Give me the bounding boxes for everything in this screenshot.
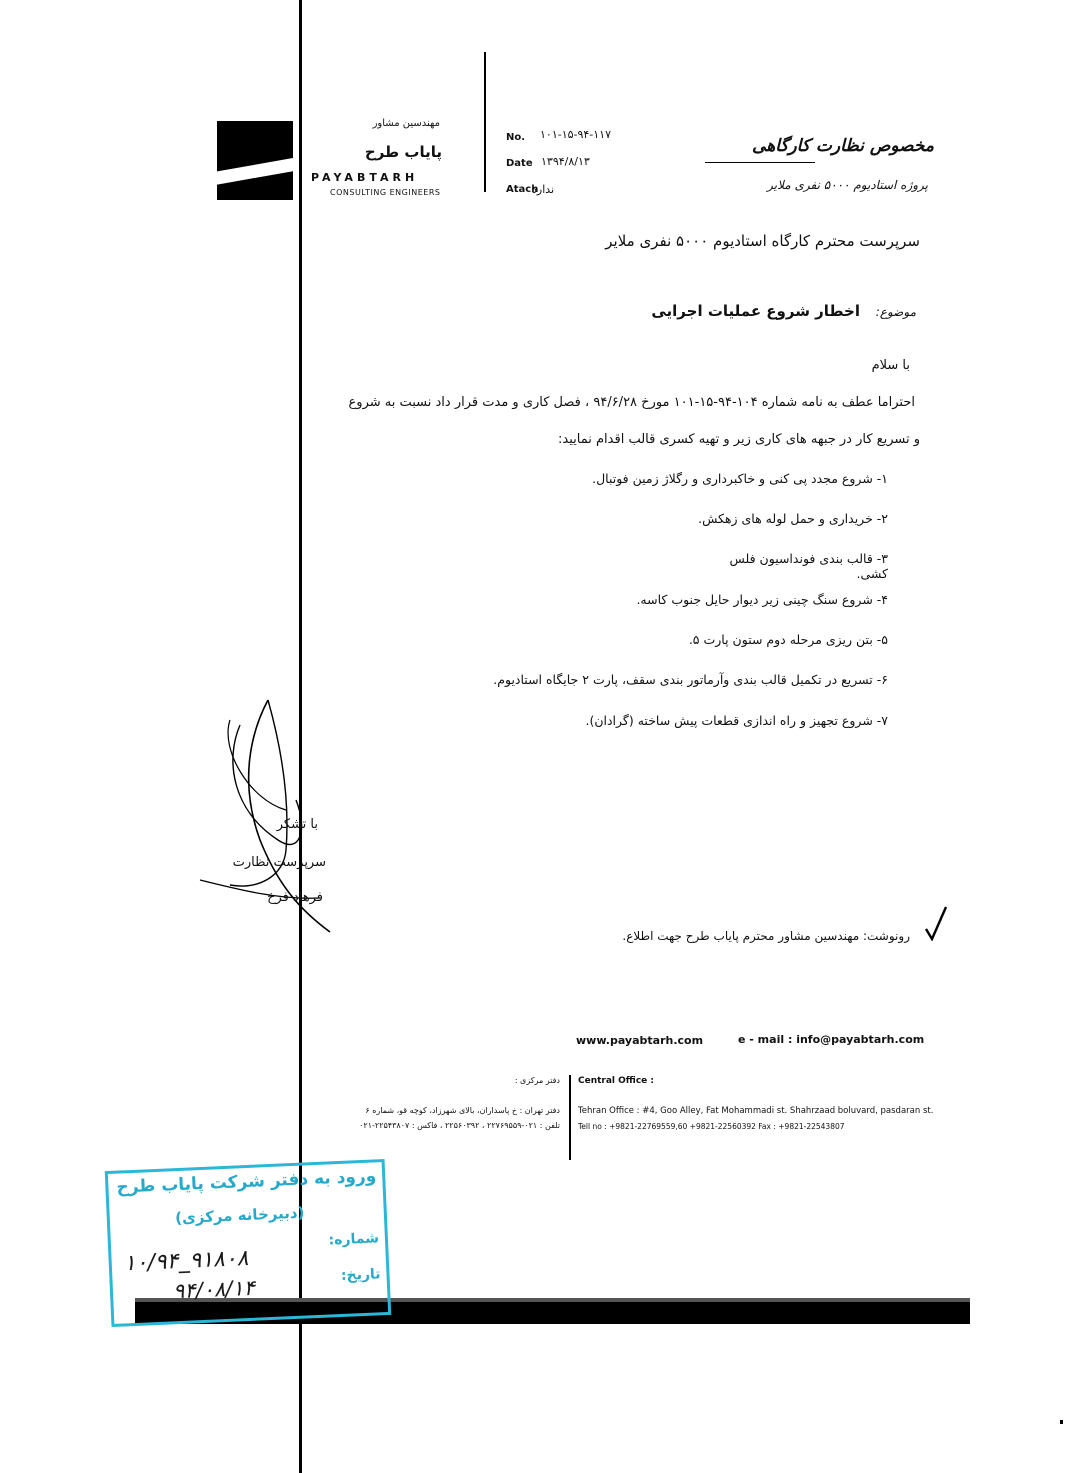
carbon-copy-line: رونوشت: مهندسین مشاور محترم پایاب طرح جهت اطلاع. (622, 929, 910, 943)
signer-title: سرپرست نظارت (232, 855, 326, 870)
action-item: ۱- شروع مجدد پی کنی و خاکبرداری و رگلاژ زمین فوتبال. (592, 471, 888, 486)
received-stamp (105, 1159, 392, 1327)
email-label: e - mail : (738, 1033, 793, 1046)
letter-date-label: Date (506, 158, 533, 169)
stamp-date-label: تاریخ: (340, 1266, 381, 1284)
special-supervision-title: مخصوص نظارت کارگاهی (752, 136, 934, 156)
office-phone-en: Tell no : +9821-22769559,60 +9821-22560392 Fax : +9821-22543807 (578, 1122, 845, 1131)
greeting: با سلام (871, 358, 910, 373)
office-address-fa: دفتر تهران : خ پاسداران، بالای شهرزاد، کوچه قو، شماره ۶ (365, 1106, 560, 1115)
action-item: ۵- بتن ریزی مرحله دوم ستون پارت ۵. (688, 632, 888, 647)
office-phone-fa: تلفن : ۰۲۱-۲۲۷۶۹۵۵۹ ، ۲۲۵۶۰۳۹۲ ، فاکس : ۲۲۵۴۳۸۰۷-۰۲۱ (359, 1121, 560, 1130)
action-item: ۳- قالب بندی فونداسیون فلس کشی. (729, 551, 888, 581)
letter-attachment-label: Atach (506, 184, 539, 195)
title-underline (705, 162, 815, 163)
central-office-label-fa: دفتر مرکزی : (514, 1076, 560, 1085)
body-paragraph-line: احتراما عطف به نامه شماره ۱۰۴-۹۴-۱۵-۱۰۱ مورخ ۹۴/۶/۲۸ ، فصل کاری و مدت قرار داد نسبت به شروع (348, 395, 915, 410)
stamp-subtitle: (دبیرخانه مرکزی) (174, 1203, 305, 1228)
payabtarh-logo-icon (217, 121, 293, 200)
logo-brand-small: مهندسین مشاور (372, 118, 440, 129)
website-link[interactable]: www.payabtarh.com (576, 1034, 704, 1047)
letter-date-value: ۱۳۹۴/۸/۱۳ (541, 155, 590, 168)
subject-label: موضوع: (875, 305, 916, 319)
footer-divider (569, 1075, 571, 1160)
action-item: ۴- شروع سنگ چینی زیر دیوار حایل جنوب کاسه. (636, 592, 888, 607)
central-office-label-en: Central Office : (578, 1076, 655, 1086)
scan-speck (1060, 1420, 1063, 1424)
logo-brand-english: PAYABTARH (311, 171, 419, 184)
subject-text: اخطار شروع عملیات اجرایی (651, 302, 860, 320)
stamp-title: ورود به دفتر شرکت پایاب طرح (116, 1166, 377, 1198)
email-link[interactable]: info@payabtarh.com (796, 1033, 925, 1046)
logo-brand-persian: پایاب طرح (364, 143, 442, 161)
header-divider (484, 52, 486, 192)
logo-subtitle: CONSULTING ENGINEERS (330, 188, 441, 197)
project-name: پروژه استادیوم ۵۰۰۰ نفری ملایر (767, 178, 928, 192)
stamp-number-value: ۱۰/۹۴_۹۱۸۰۸ (123, 1246, 249, 1277)
action-item: ۷- شروع تجهیز و راه اندازی قطعات پیش ساخته (گرادان). (585, 713, 888, 728)
letter-attachment-value: ندارد (532, 183, 555, 196)
checkmark-icon (924, 905, 948, 941)
action-item: ۶- تسریع در تکمیل قالب بندی وآرماتور بندی سقف، پارت ۲ جایگاه استادیوم. (493, 672, 888, 687)
closing-thanks: با تشکر (276, 817, 318, 832)
signer-name: فرهاد فرخ (267, 890, 323, 905)
stamp-date-value: ۹۴/۰۸/۱۴ (172, 1275, 256, 1304)
letter-number-label: No. (506, 132, 526, 143)
stamp-number-label: شماره: (328, 1230, 380, 1249)
action-item: ۲- خریداری و حمل لوله های زهکش. (698, 511, 888, 526)
body-paragraph-line: و تسریع کار در جبهه های کاری زیر و تهیه کسری قالب اقدام نمایید: (558, 432, 920, 447)
recipient: سرپرست محترم کارگاه استادیوم ۵۰۰۰ نفری ملایر (605, 232, 920, 250)
email-line (738, 1033, 924, 1046)
letter-number-value: ۱۰۱-۱۵-۹۴-۱۱۷ (540, 128, 611, 141)
office-address-en: Tehran Office : #4, Goo Alley, Fat Mohammadi st. Shahrzaad boluvard, pasdaran st. (578, 1106, 934, 1116)
